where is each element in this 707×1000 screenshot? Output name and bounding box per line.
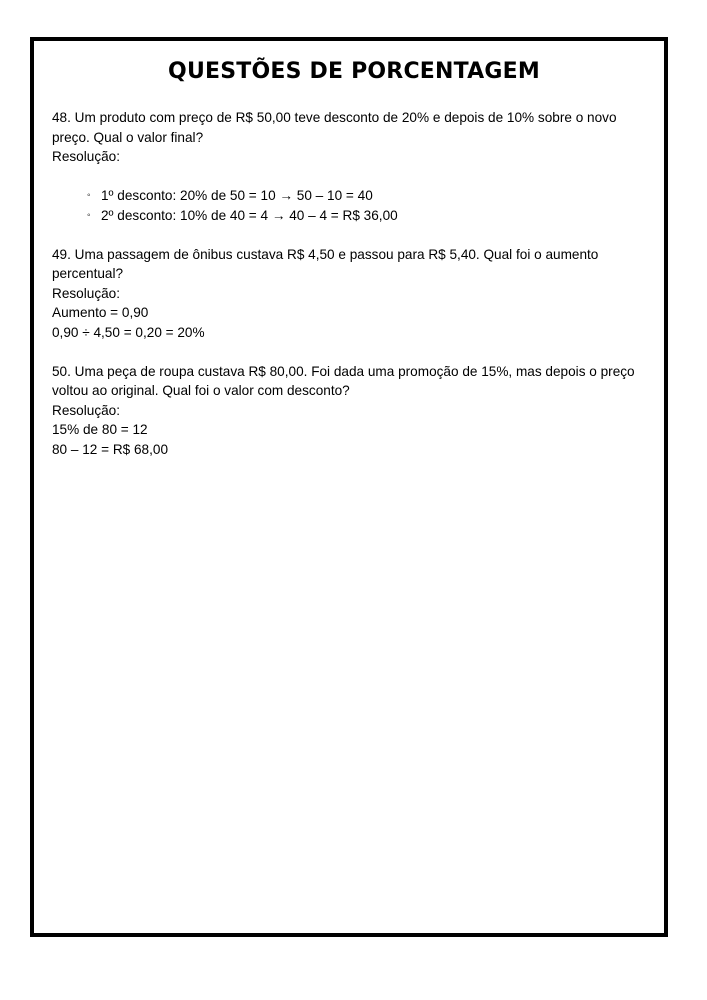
step-text: 1º desconto: 20% de 50 = 10 → 50 – 10 = 40 <box>101 188 373 203</box>
step-text: 2º desconto: 10% de 40 = 4 → 40 – 4 = R$ 36,00 <box>101 207 398 223</box>
resolution-label: Resolução: <box>52 285 121 301</box>
bullet-icon: ◦ <box>87 190 91 201</box>
resolution-line: 0,90 ÷ 4,50 = 0,20 = 20% <box>52 324 205 340</box>
question-statement: 49. Uma passagem de ônibus custava R$ 4,50 e passou para R$ 5,40. Qual foi o aumento percentual? <box>52 246 599 281</box>
question-50 <box>52 362 657 460</box>
resolution-line: 80 – 12 = R$ 68,00 <box>52 441 169 457</box>
resolution-steps <box>52 186 657 225</box>
resolution-step <box>87 206 657 226</box>
page-title: QUESTÕES DE PORCENTAGEM <box>168 59 540 84</box>
resolution-line: 15% de 80 = 12 <box>52 422 148 437</box>
resolution-label: Resolução: <box>52 149 121 164</box>
question-statement: 48. Um produto com preço de R$ 50,00 teve desconto de 20% e depois de 10% sobre o novo preço. Qual o valor final? <box>52 110 617 145</box>
resolution-line: Aumento = 0,90 <box>52 305 149 320</box>
worksheet-frame <box>30 37 668 937</box>
resolution-label: Resolução: <box>52 402 121 418</box>
bullet-icon: ◦ <box>87 209 91 221</box>
question-49 <box>52 245 657 343</box>
question-statement: 50. Uma peça de roupa custava R$ 80,00. Foi dada uma promoção de 15%, mas depois o preço voltou ao original. Qual foi o valor com desconto? <box>52 363 635 398</box>
worksheet-content <box>52 108 657 459</box>
resolution-step <box>87 186 657 206</box>
question-48 <box>52 108 657 225</box>
